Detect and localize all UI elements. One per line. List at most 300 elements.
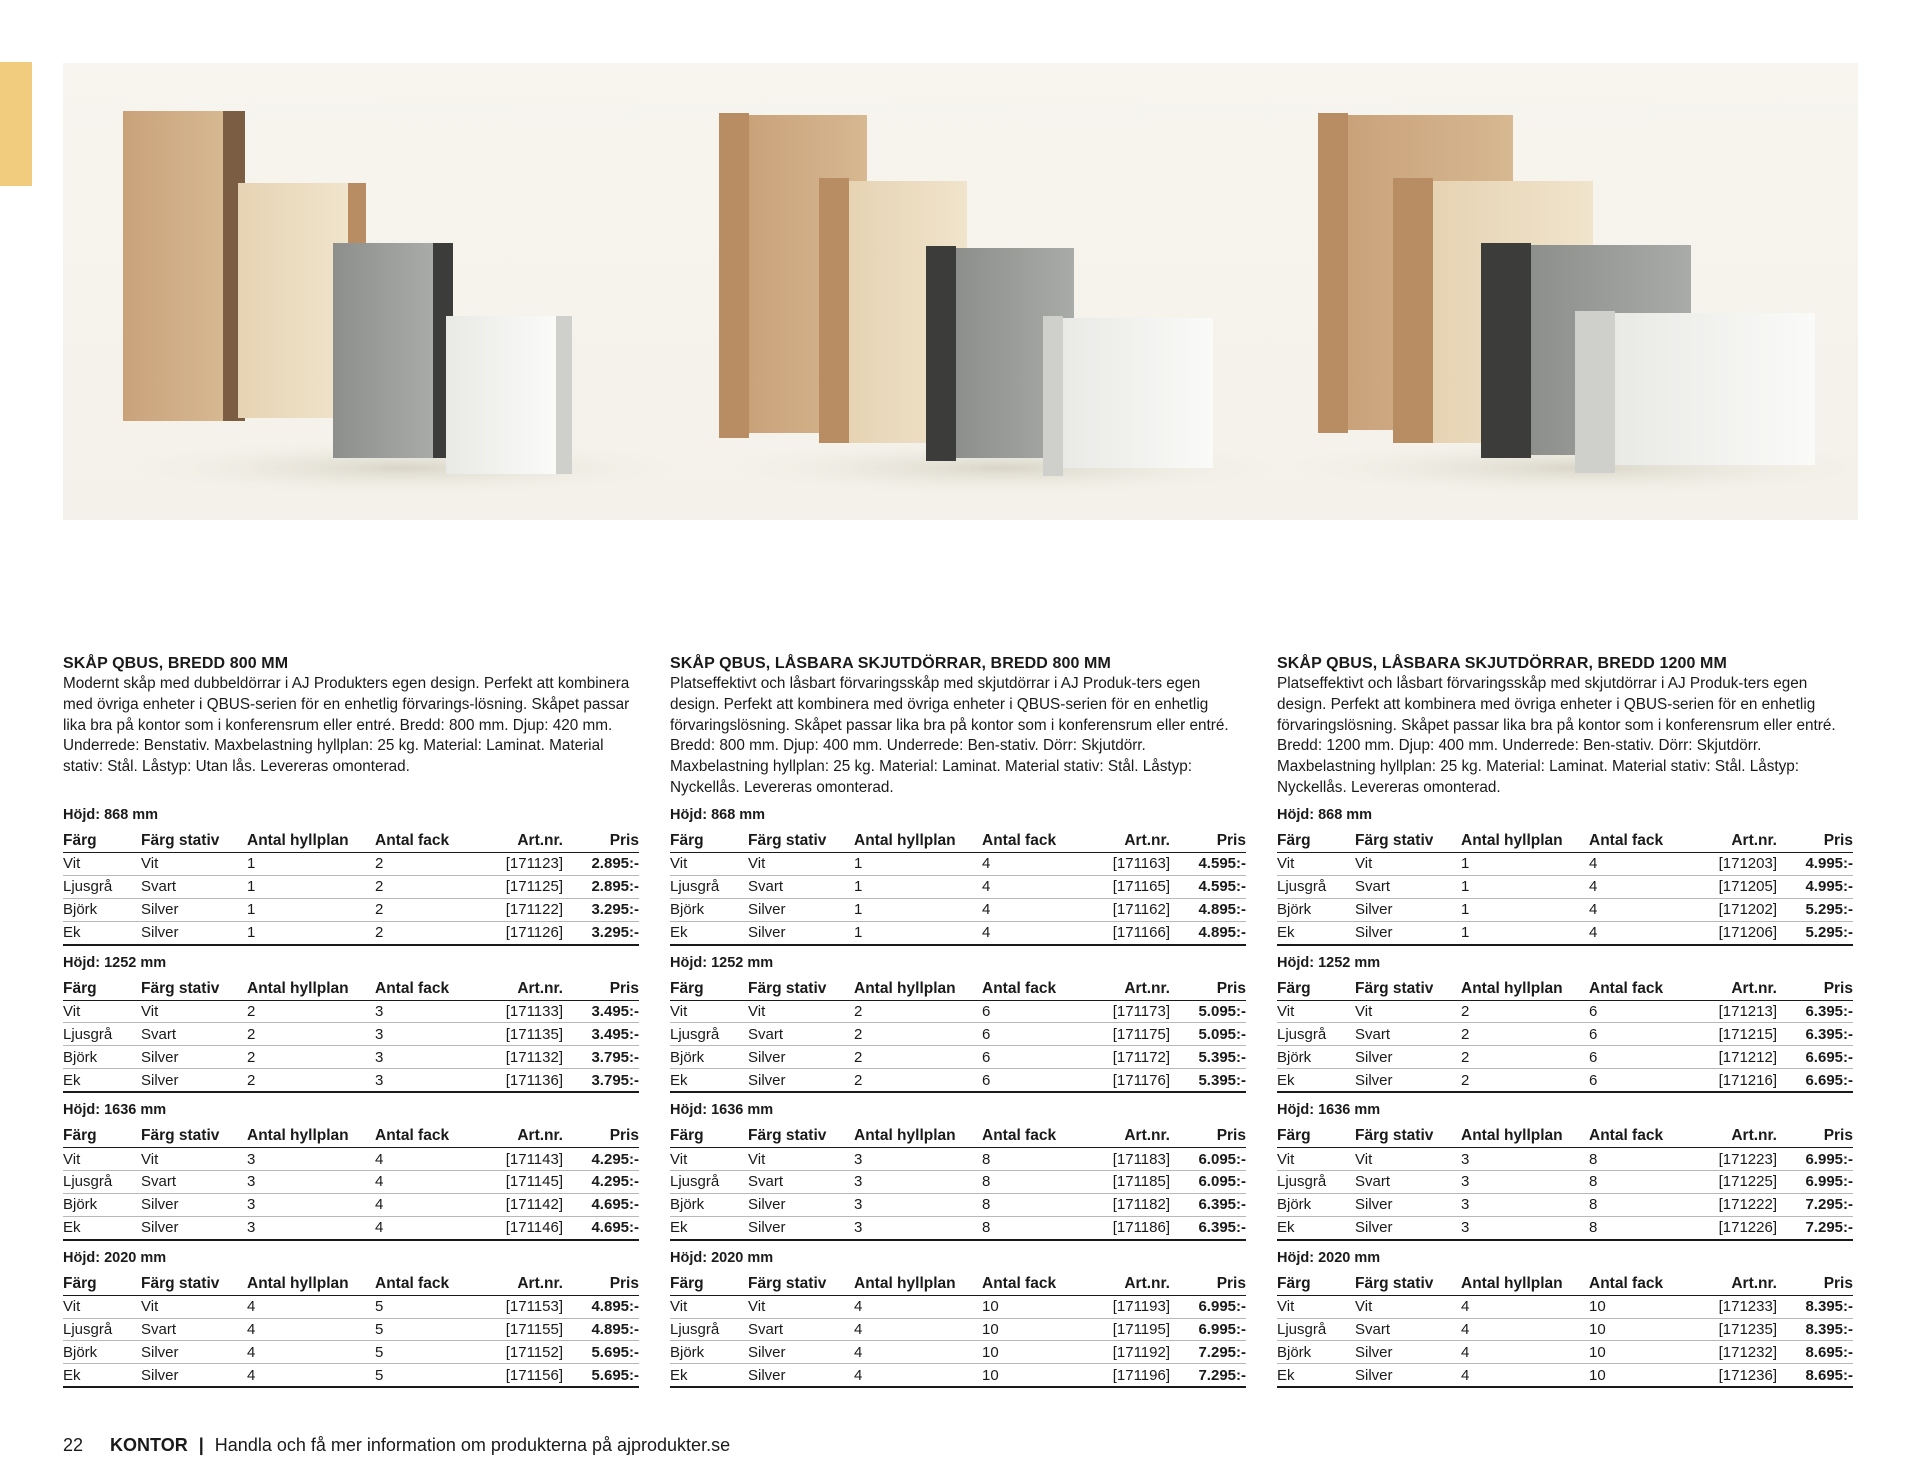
section-tab-marker [0, 62, 32, 186]
product-description: Modernt skåp med dubbeldörrar i AJ Produkters egen design. Perfekt att kombinera med övriga enheter i QBUS-serien för en enhetlig förvarings-lösning. Skåpet passar lika bra på kontor som i konferensrum eller entré. Bredd: 800 mm. Djup: 420 mm. Underrede: Benstativ. Maxbelastning hyllplan: 25 kg. Material: Laminat. Material stativ: Stål. Låstyp: Utan lås. Levereras omonterad. [63, 675, 630, 776]
price-cell: 4.895:- [1170, 921, 1246, 944]
column-header: Pris [563, 1273, 639, 1296]
frame-color-cell: Silver [141, 1069, 247, 1092]
compartments-cell: 8 [982, 1216, 1082, 1239]
price-table [670, 1125, 1246, 1241]
article-number-cell: [171196] [1082, 1364, 1170, 1387]
frame-color-cell: Silver [141, 1193, 247, 1216]
shelves-cell: 3 [247, 1148, 375, 1171]
frame-color-cell: Vit [141, 1000, 247, 1023]
color-cell: Ek [670, 1216, 748, 1239]
table-row [63, 1318, 639, 1341]
column-header: Färg [1277, 1273, 1355, 1296]
table-header-row [1277, 978, 1853, 1001]
column-header: Art.nr. [1689, 978, 1777, 1001]
price-cell: 6.995:- [1777, 1148, 1853, 1171]
article-number-cell: [171122] [475, 898, 563, 921]
frame-color-cell: Silver [141, 921, 247, 944]
frame-color-cell: Svart [748, 1318, 854, 1341]
table-row [63, 1193, 639, 1216]
height-label: Höjd: 1636 mm [63, 1102, 167, 1119]
price-cell: 4.895:- [563, 1295, 639, 1318]
price-cell: 4.595:- [1170, 875, 1246, 898]
article-number-cell: [171212] [1689, 1046, 1777, 1069]
frame-color-cell: Silver [1355, 1069, 1461, 1092]
price-cell: 4.295:- [563, 1148, 639, 1171]
table-row [670, 1318, 1246, 1341]
height-label: Höjd: 2020 mm [63, 1249, 167, 1266]
shelves-cell: 1 [247, 898, 375, 921]
price-cell: 6.095:- [1170, 1148, 1246, 1171]
compartments-cell: 10 [1589, 1318, 1689, 1341]
table-header-row [670, 1125, 1246, 1148]
compartments-cell: 8 [982, 1193, 1082, 1216]
compartments-cell: 10 [982, 1364, 1082, 1387]
price-cell: 6.995:- [1777, 1171, 1853, 1194]
column-header: Antal fack [375, 830, 475, 853]
product-column [1277, 654, 1853, 1388]
table-row [63, 921, 639, 944]
price-cell: 8.395:- [1777, 1318, 1853, 1341]
column-header: Antal fack [375, 978, 475, 1001]
article-number-cell: [171202] [1689, 898, 1777, 921]
shelves-cell: 3 [854, 1216, 982, 1239]
price-cell: 6.995:- [1170, 1318, 1246, 1341]
shelves-cell: 2 [247, 1046, 375, 1069]
article-number-cell: [171152] [475, 1341, 563, 1364]
shelves-cell: 4 [247, 1341, 375, 1364]
frame-color-cell: Svart [1355, 875, 1461, 898]
price-table [63, 1273, 639, 1389]
compartments-cell: 4 [375, 1193, 475, 1216]
compartments-cell: 6 [1589, 1046, 1689, 1069]
compartments-cell: 2 [375, 921, 475, 944]
color-cell: Björk [1277, 898, 1355, 921]
compartments-cell: 4 [375, 1148, 475, 1171]
frame-color-cell: Svart [141, 1023, 247, 1046]
column-header: Färg stativ [141, 830, 247, 853]
shelves-cell: 2 [1461, 1000, 1589, 1023]
column-header: Färg [1277, 830, 1355, 853]
frame-color-cell: Vit [748, 1000, 854, 1023]
compartments-cell: 4 [1589, 898, 1689, 921]
table-header-row [670, 978, 1246, 1001]
color-cell: Ljusgrå [63, 875, 141, 898]
column-header: Färg stativ [748, 1125, 854, 1148]
compartments-cell: 10 [1589, 1341, 1689, 1364]
price-cell: 7.295:- [1777, 1193, 1853, 1216]
shelves-cell: 2 [854, 1000, 982, 1023]
price-cell: 5.695:- [563, 1341, 639, 1364]
column-header: Antal hyllplan [854, 978, 982, 1001]
color-cell: Ek [670, 1364, 748, 1387]
color-cell: Vit [670, 853, 748, 876]
table-header-row [1277, 1125, 1853, 1148]
price-cell: 4.695:- [563, 1193, 639, 1216]
color-cell: Vit [63, 1295, 141, 1318]
compartments-cell: 4 [375, 1171, 475, 1194]
frame-color-cell: Svart [748, 1023, 854, 1046]
shelves-cell: 3 [854, 1148, 982, 1171]
frame-color-cell: Silver [1355, 921, 1461, 944]
price-cell: 6.395:- [1777, 1023, 1853, 1046]
price-cell: 8.395:- [1777, 1295, 1853, 1318]
compartments-cell: 6 [982, 1069, 1082, 1092]
shelves-cell: 4 [854, 1341, 982, 1364]
column-header: Pris [563, 978, 639, 1001]
column-header: Art.nr. [1689, 830, 1777, 853]
price-cell: 6.395:- [1170, 1193, 1246, 1216]
frame-color-cell: Svart [748, 1171, 854, 1194]
column-header: Antal hyllplan [247, 1273, 375, 1296]
table-header-row [670, 830, 1246, 853]
color-cell: Ljusgrå [63, 1171, 141, 1194]
column-header: Färg stativ [141, 978, 247, 1001]
shelves-cell: 1 [1461, 875, 1589, 898]
color-cell: Vit [63, 1000, 141, 1023]
price-cell: 7.295:- [1777, 1216, 1853, 1239]
article-number-cell: [171193] [1082, 1295, 1170, 1318]
article-number-cell: [171162] [1082, 898, 1170, 921]
article-number-cell: [171176] [1082, 1069, 1170, 1092]
shelves-cell: 4 [247, 1364, 375, 1387]
shelves-cell: 1 [247, 875, 375, 898]
column-header: Art.nr. [475, 1125, 563, 1148]
price-cell: 5.095:- [1170, 1023, 1246, 1046]
column-header: Färg [670, 830, 748, 853]
color-cell: Ljusgrå [670, 1023, 748, 1046]
compartments-cell: 10 [1589, 1295, 1689, 1318]
column-header: Antal fack [982, 830, 1082, 853]
table-row [670, 1046, 1246, 1069]
table-row [1277, 1023, 1853, 1046]
compartments-cell: 3 [375, 1046, 475, 1069]
compartments-cell: 8 [1589, 1171, 1689, 1194]
frame-color-cell: Silver [748, 1193, 854, 1216]
shelves-cell: 4 [854, 1318, 982, 1341]
column-header: Färg stativ [1355, 978, 1461, 1001]
shelves-cell: 4 [854, 1295, 982, 1318]
page-number: 22 [63, 1435, 84, 1455]
price-cell: 5.695:- [563, 1364, 639, 1387]
article-number-cell: [171232] [1689, 1341, 1777, 1364]
frame-color-cell: Vit [748, 853, 854, 876]
height-label: Höjd: 868 mm [1277, 807, 1373, 823]
column-header: Pris [1170, 978, 1246, 1001]
column-header: Färg stativ [141, 1273, 247, 1296]
column-header: Pris [1777, 1125, 1853, 1148]
column-header: Art.nr. [1082, 978, 1170, 1001]
shelves-cell: 3 [854, 1171, 982, 1194]
column-header: Färg [1277, 1125, 1355, 1148]
column-header: Antal fack [375, 1125, 475, 1148]
price-table [1277, 978, 1853, 1094]
table-row [1277, 1148, 1853, 1171]
color-cell: Vit [670, 1295, 748, 1318]
color-cell: Vit [63, 1148, 141, 1171]
article-number-cell: [171183] [1082, 1148, 1170, 1171]
column-header: Pris [1170, 1273, 1246, 1296]
column-header: Färg [63, 1125, 141, 1148]
color-cell: Ek [63, 1069, 141, 1092]
shelves-cell: 3 [247, 1216, 375, 1239]
frame-color-cell: Silver [1355, 1341, 1461, 1364]
shelves-cell: 1 [854, 898, 982, 921]
color-cell: Björk [670, 898, 748, 921]
frame-color-cell: Silver [748, 898, 854, 921]
column-header: Art.nr. [475, 1273, 563, 1296]
column-header: Antal hyllplan [247, 978, 375, 1001]
table-row [670, 1295, 1246, 1318]
frame-color-cell: Svart [1355, 1171, 1461, 1194]
article-number-cell: [171142] [475, 1193, 563, 1216]
column-header: Antal fack [982, 1273, 1082, 1296]
table-row [670, 898, 1246, 921]
table-row [63, 898, 639, 921]
price-cell: 4.595:- [1170, 853, 1246, 876]
shelves-cell: 2 [854, 1046, 982, 1069]
frame-color-cell: Vit [748, 1295, 854, 1318]
table-row [670, 921, 1246, 944]
height-label: Höjd: 1252 mm [1277, 954, 1381, 971]
compartments-cell: 6 [1589, 1069, 1689, 1092]
column-header: Färg stativ [748, 978, 854, 1001]
table-header-row [63, 978, 639, 1001]
price-cell: 5.395:- [1170, 1046, 1246, 1069]
compartments-cell: 5 [375, 1364, 475, 1387]
product-column [670, 654, 1246, 1388]
color-cell: Ljusgrå [63, 1318, 141, 1341]
table-row [63, 1023, 639, 1046]
color-cell: Ek [670, 921, 748, 944]
height-label: Höjd: 1636 mm [670, 1102, 774, 1119]
column-header: Art.nr. [475, 978, 563, 1001]
compartments-cell: 4 [982, 898, 1082, 921]
compartments-cell: 8 [982, 1148, 1082, 1171]
color-cell: Björk [1277, 1193, 1355, 1216]
article-number-cell: [171222] [1689, 1193, 1777, 1216]
article-number-cell: [171215] [1689, 1023, 1777, 1046]
price-cell: 4.895:- [1170, 898, 1246, 921]
table-row [63, 1000, 639, 1023]
table-row [1277, 1193, 1853, 1216]
shelves-cell: 2 [854, 1069, 982, 1092]
shelves-cell: 3 [1461, 1193, 1589, 1216]
column-header: Färg [1277, 978, 1355, 1001]
column-header: Antal fack [1589, 1273, 1689, 1296]
table-row [1277, 1046, 1853, 1069]
compartments-cell: 6 [982, 1046, 1082, 1069]
product-description: Platseffektivt och låsbart förvaringsskåp med skjutdörrar i AJ Produk-ters egen design. Perfekt att kombinera med övriga enheter i QBUS-serien för en enhetlig förvaringslösning. Skåpet passar lika bra på kontor som i konferensrum eller entré. Bredd: 1200 mm. Djup: 400 mm. Underrede: Ben-stativ. Dörr: Skjutdörr. Maxbelastning hyllplan: 25 kg. Material: Laminat. Material stativ: Stål. Låstyp: Nyckellås. Levereras omonterad. [1277, 675, 1836, 796]
product-title: SKÅP QBUS, LÅSBARA SKJUTDÖRRAR, BREDD 800 MM [670, 655, 1111, 672]
article-number-cell: [171175] [1082, 1023, 1170, 1046]
article-number-cell: [171203] [1689, 853, 1777, 876]
frame-color-cell: Silver [141, 1364, 247, 1387]
height-label: Höjd: 2020 mm [670, 1249, 774, 1266]
color-cell: Björk [1277, 1046, 1355, 1069]
shelves-cell: 1 [1461, 921, 1589, 944]
article-number-cell: [171216] [1689, 1069, 1777, 1092]
article-number-cell: [171213] [1689, 1000, 1777, 1023]
column-header: Antal fack [375, 1273, 475, 1296]
color-cell: Ljusgrå [1277, 1318, 1355, 1341]
table-row [63, 1069, 639, 1092]
frame-color-cell: Silver [141, 1341, 247, 1364]
frame-color-cell: Silver [748, 1341, 854, 1364]
frame-color-cell: Silver [748, 1046, 854, 1069]
price-cell: 6.395:- [1777, 1000, 1853, 1023]
height-label: Höjd: 2020 mm [1277, 1249, 1381, 1266]
height-label: Höjd: 868 mm [63, 807, 159, 823]
shelves-cell: 1 [1461, 853, 1589, 876]
compartments-cell: 2 [375, 898, 475, 921]
compartments-cell: 10 [1589, 1364, 1689, 1387]
shelves-cell: 4 [1461, 1295, 1589, 1318]
price-cell: 8.695:- [1777, 1364, 1853, 1387]
column-header: Art.nr. [1082, 830, 1170, 853]
height-label: Höjd: 1252 mm [670, 954, 774, 971]
price-cell: 6.695:- [1777, 1069, 1853, 1092]
frame-color-cell: Silver [141, 1046, 247, 1069]
color-cell: Ljusgrå [670, 875, 748, 898]
shelves-cell: 3 [1461, 1171, 1589, 1194]
table-header-row [1277, 830, 1853, 853]
shelves-cell: 2 [247, 1023, 375, 1046]
product-title: SKÅP QBUS, LÅSBARA SKJUTDÖRRAR, BREDD 1200 MM [1277, 655, 1727, 672]
price-cell: 2.895:- [563, 853, 639, 876]
shelves-cell: 1 [854, 853, 982, 876]
compartments-cell: 5 [375, 1341, 475, 1364]
frame-color-cell: Vit [141, 853, 247, 876]
price-cell: 4.695:- [563, 1216, 639, 1239]
shelves-cell: 1 [1461, 898, 1589, 921]
frame-color-cell: Vit [748, 1148, 854, 1171]
table-row [670, 853, 1246, 876]
color-cell: Ljusgrå [670, 1171, 748, 1194]
table-row [1277, 1171, 1853, 1194]
price-cell: 3.295:- [563, 921, 639, 944]
price-cell: 8.695:- [1777, 1341, 1853, 1364]
frame-color-cell: Svart [1355, 1023, 1461, 1046]
column-header: Art.nr. [1082, 1273, 1170, 1296]
color-cell: Björk [63, 1193, 141, 1216]
shelves-cell: 4 [1461, 1318, 1589, 1341]
color-cell: Ek [670, 1069, 748, 1092]
compartments-cell: 10 [982, 1318, 1082, 1341]
color-cell: Ek [1277, 1364, 1355, 1387]
table-row [670, 1069, 1246, 1092]
compartments-cell: 3 [375, 1000, 475, 1023]
frame-color-cell: Silver [141, 1216, 247, 1239]
table-row [63, 1364, 639, 1387]
price-table [670, 1273, 1246, 1389]
column-header: Antal hyllplan [247, 830, 375, 853]
table-row [670, 1216, 1246, 1239]
table-row [63, 1341, 639, 1364]
price-table [1277, 1273, 1853, 1389]
table-row [1277, 875, 1853, 898]
column-header: Färg [63, 978, 141, 1001]
shelves-cell: 1 [854, 875, 982, 898]
column-header: Färg stativ [748, 1273, 854, 1296]
column-header: Antal hyllplan [1461, 830, 1589, 853]
column-header: Art.nr. [1689, 1273, 1777, 1296]
article-number-cell: [171233] [1689, 1295, 1777, 1318]
frame-color-cell: Silver [1355, 1216, 1461, 1239]
shelves-cell: 2 [1461, 1023, 1589, 1046]
shelves-cell: 4 [1461, 1364, 1589, 1387]
cabinet-group-sliding-800 [703, 113, 1303, 498]
frame-color-cell: Silver [748, 921, 854, 944]
compartments-cell: 6 [982, 1023, 1082, 1046]
article-number-cell: [171185] [1082, 1171, 1170, 1194]
column-header: Antal hyllplan [854, 1273, 982, 1296]
column-header: Pris [1170, 830, 1246, 853]
article-number-cell: [171143] [475, 1148, 563, 1171]
frame-color-cell: Silver [1355, 1046, 1461, 1069]
cabinets-illustration [63, 63, 1858, 520]
shelves-cell: 2 [247, 1069, 375, 1092]
shelves-cell: 3 [1461, 1216, 1589, 1239]
frame-color-cell: Silver [748, 1364, 854, 1387]
price-cell: 5.095:- [1170, 1000, 1246, 1023]
shelves-cell: 4 [247, 1318, 375, 1341]
table-row [670, 875, 1246, 898]
column-header: Färg stativ [1355, 1273, 1461, 1296]
compartments-cell: 10 [982, 1341, 1082, 1364]
column-header: Antal fack [1589, 978, 1689, 1001]
color-cell: Vit [1277, 1148, 1355, 1171]
compartments-cell: 8 [1589, 1193, 1689, 1216]
column-header: Pris [563, 830, 639, 853]
article-number-cell: [171123] [475, 853, 563, 876]
height-label: Höjd: 1252 mm [63, 954, 167, 971]
product-description: Platseffektivt och låsbart förvaringsskåp med skjutdörrar i AJ Produk-ters egen design. Perfekt att kombinera med övriga enheter i QBUS-serien för en enhetlig förvaringslösning. Skåpet passar lika bra på kontor som i konferensrum eller entré. Bredd: 800 mm. Djup: 400 mm. Underrede: Ben-stativ. Dörr: Skjutdörr. Maxbelastning hyllplan: 25 kg. Material: Laminat. Material stativ: Stål. Låstyp: Nyckellås. Levereras omonterad. [670, 675, 1229, 796]
article-number-cell: [171223] [1689, 1148, 1777, 1171]
price-cell: 3.795:- [563, 1046, 639, 1069]
column-header: Färg [670, 1125, 748, 1148]
compartments-cell: 2 [375, 875, 475, 898]
table-row [670, 1000, 1246, 1023]
frame-color-cell: Svart [141, 1171, 247, 1194]
table-header-row [63, 1273, 639, 1296]
color-cell: Ljusgrå [1277, 1023, 1355, 1046]
color-cell: Vit [1277, 853, 1355, 876]
column-header: Färg stativ [141, 1125, 247, 1148]
color-cell: Vit [1277, 1295, 1355, 1318]
table-row [670, 1341, 1246, 1364]
column-header: Färg stativ [1355, 1125, 1461, 1148]
color-cell: Vit [670, 1148, 748, 1171]
article-number-cell: [171235] [1689, 1318, 1777, 1341]
color-cell: Ljusgrå [670, 1318, 748, 1341]
article-number-cell: [171163] [1082, 853, 1170, 876]
article-number-cell: [171156] [475, 1364, 563, 1387]
compartments-cell: 2 [375, 853, 475, 876]
article-number-cell: [171135] [475, 1023, 563, 1046]
frame-color-cell: Vit [1355, 1148, 1461, 1171]
table-row [63, 1148, 639, 1171]
price-table [63, 830, 639, 946]
table-row [63, 875, 639, 898]
compartments-cell: 4 [1589, 875, 1689, 898]
compartments-cell: 3 [375, 1023, 475, 1046]
frame-color-cell: Vit [1355, 1000, 1461, 1023]
compartments-cell: 8 [982, 1171, 1082, 1194]
compartments-cell: 4 [982, 875, 1082, 898]
price-cell: 3.495:- [563, 1000, 639, 1023]
color-cell: Björk [63, 1046, 141, 1069]
